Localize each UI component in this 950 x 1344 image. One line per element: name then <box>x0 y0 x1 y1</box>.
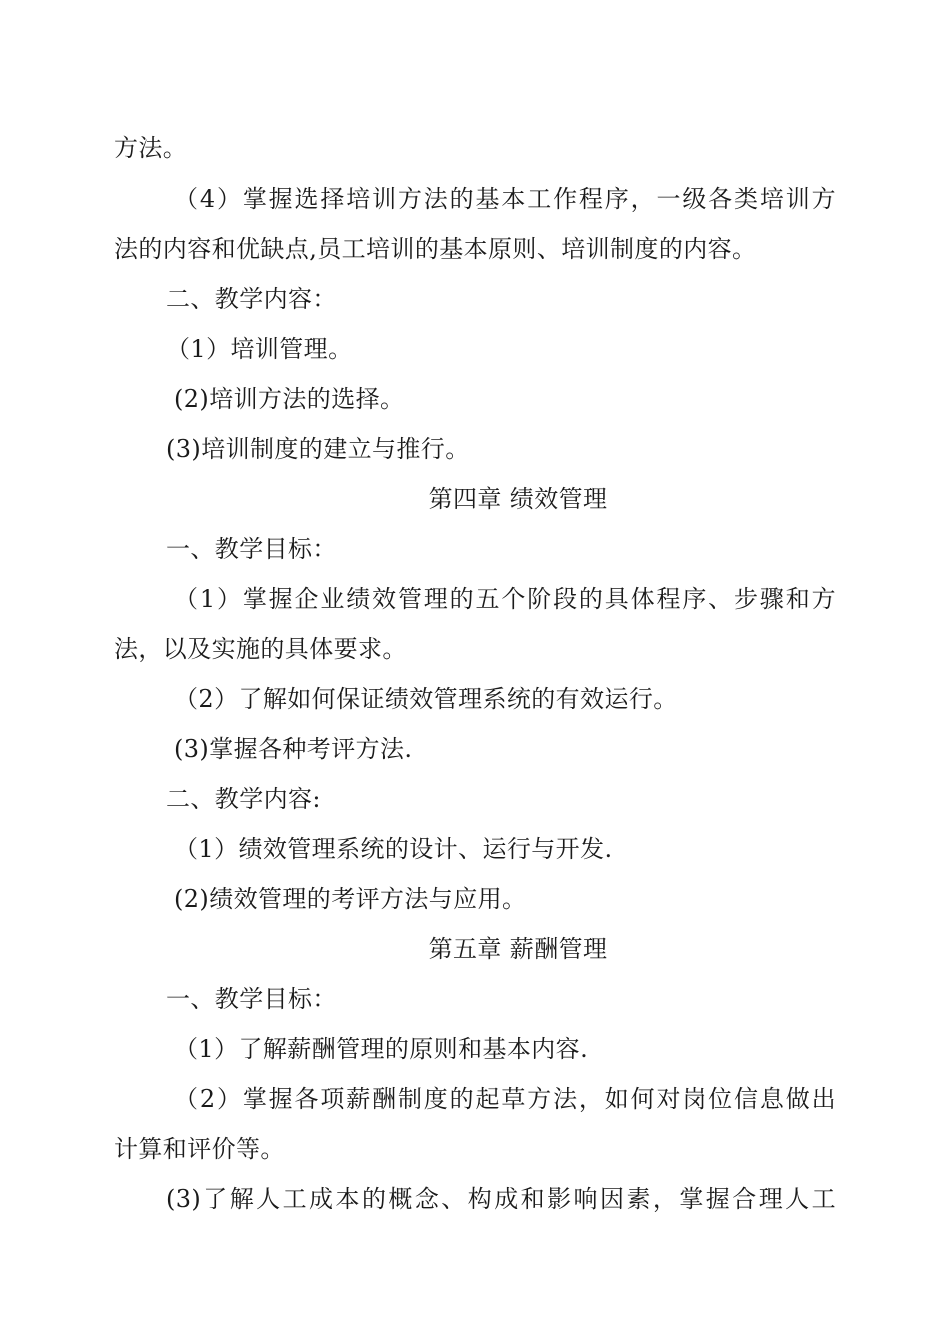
text-line: 计算和评价等。 <box>114 1135 285 1163</box>
chapter-title-4: 第四章 绩效管理 <box>428 485 608 513</box>
section-heading-content: 二、教学内容： <box>166 285 337 313</box>
text-line: （1）掌握企业绩效管理的五个阶段的具体程序、步骤和方 <box>174 585 836 613</box>
list-item: （1）了解薪酬管理的原则和基本内容. <box>174 1035 589 1063</box>
section-heading-goals: 一、教学目标： <box>166 535 337 563</box>
section-heading-content: 二、教学内容: <box>166 785 321 813</box>
text-line-3: 法的内容和优缺点,员工培训的基本原则、培训制度的内容。 <box>114 235 757 263</box>
text-line: （2）掌握各项薪酬制度的起草方法，如何对岗位信息做出 <box>174 1085 836 1113</box>
text-line: 法，以及实施的具体要求。 <box>114 635 407 663</box>
list-item: (3)培训制度的建立与推行。 <box>166 435 470 463</box>
list-item: (2)培训方法的选择。 <box>174 385 405 413</box>
list-item: （2）了解如何保证绩效管理系统的有效运行。 <box>174 685 678 713</box>
section-heading-goals: 一、教学目标： <box>166 985 337 1013</box>
text-line-2: （4）掌握选择培训方法的基本工作程序，一级各类培训方 <box>174 185 836 213</box>
chapter-title-5: 第五章 薪酬管理 <box>428 935 608 963</box>
list-item: （1）绩效管理系统的设计、运行与开发. <box>174 835 613 863</box>
list-item: （1）培训管理。 <box>166 335 353 363</box>
list-item: (2)绩效管理的考评方法与应用。 <box>174 885 527 913</box>
text-line-1: 方法。 <box>114 134 188 162</box>
list-item: (3)掌握各种考评方法. <box>174 735 413 763</box>
text-line: (3)了解人工成本的概念、构成和影响因素，掌握合理人工 <box>166 1185 836 1213</box>
